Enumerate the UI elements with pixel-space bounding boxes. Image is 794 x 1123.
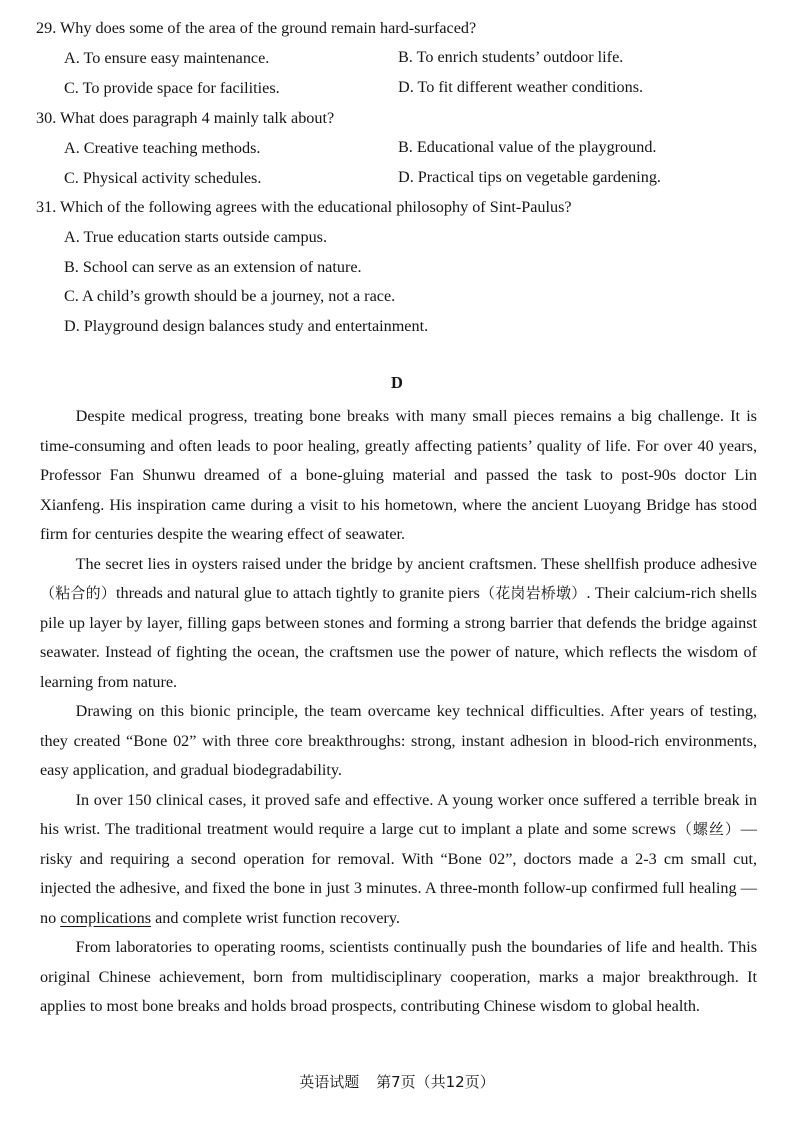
question-30-option-a: A. Creative teaching methods.: [64, 139, 261, 157]
question-31-option-a: A. True education starts outside campus.: [64, 228, 328, 246]
question-30-stem: 30. What does paragraph 4 mainly talk about?: [36, 109, 335, 127]
passage-paragraph-5: From laboratories to operating rooms, scientists continually push the boundaries of life and health. This original Chinese achievement, born from multidisciplinary cooperation, marks a major breakthrough. It applies to most bone breaks and holds broad prospects, contributing Chinese wisdom to global health.: [40, 938, 757, 1015]
question-29-option-c: C. To provide space for facilities.: [64, 79, 280, 97]
question-31-stem: 31. Which of the following agrees with the educational philosophy of Sint-Paulus?: [36, 198, 572, 216]
passage-paragraph-2: [40, 550, 757, 698]
question-29-option-b: B. To enrich students’ outdoor life.: [398, 48, 624, 66]
passage-paragraph-2-part-1: The secret lies in oysters raised under the bridge by ancient craftsmen. These shellfish produce adhesive: [75, 554, 757, 573]
passage-paragraph-4-part-2: — risky and requiring a second operation for removal. With “Bone 02”, doctors made a 2-3 cm small cut, injected the adhesive, and fixed the bone in just 3 minutes. A three-month follow-up confirmed full healing — no: [40, 820, 757, 927]
passage-paragraph-3: Drawing on this bionic principle, the team overcame key technical difficulties. After years of testing, they created “Bone 02” with three core breakthroughs: strong, instant adhesion in blood-rich environments, easy application, and gradual biodegradability.: [40, 702, 757, 779]
question-31-option-c: C. A child’s growth should be a journey, not a race.: [64, 287, 396, 305]
reading-passage: [40, 402, 757, 1022]
question-29-option-d: D. To fit different weather conditions.: [398, 78, 644, 96]
chinese-gloss-adhesive: （粘合的）: [40, 584, 117, 602]
underlined-word-complications: complications: [60, 908, 152, 927]
passage-paragraph-4-part-3: and complete wrist function recovery.: [155, 908, 400, 927]
question-31-option-b: B. School can serve as an extension of nature.: [64, 258, 362, 276]
chinese-gloss-granite-piers: （花岗岩桥墩）: [479, 584, 587, 602]
chinese-gloss-screws: （螺丝）: [675, 820, 741, 838]
passage-paragraph-2-part-3: . Their calcium-rich shells pile up layer by layer, filling gaps between stones and forming a strong barrier that defends the bridge against seawater. Instead of fighting the ocean, the craftsmen use the power of nature, which reflects the wisdom of learning from nature.: [40, 584, 757, 691]
question-31-option-d: D. Playground design balances study and entertainment.: [64, 317, 429, 335]
passage-paragraph-4-part-1: In over 150 clinical cases, it proved safe and effective. A young worker once suffered a terrible break in his wrist. The traditional treatment would require a large cut to implant a plate and some screws: [40, 790, 757, 838]
section-heading: D: [391, 373, 403, 392]
page-footer: [0, 1072, 794, 1092]
footer-page-number: 第7页（共12页）: [376, 1073, 495, 1091]
question-29-stem: 29. Why does some of the area of the ground remain hard-surfaced?: [36, 19, 477, 37]
question-30-option-d: D. Practical tips on vegetable gardening.: [398, 168, 661, 186]
question-30-option-c: C. Physical activity schedules.: [64, 169, 262, 187]
footer-subject: 英语试题: [299, 1073, 360, 1091]
passage-paragraph-2-part-2: threads and natural glue to attach tightly to granite piers: [116, 584, 480, 602]
passage-paragraph-4: [40, 786, 757, 934]
passage-paragraph-1: Despite medical progress, treating bone breaks with many small pieces remains a big challenge. It is time-consuming and often leads to poor healing, greatly affecting patients’ quality of life. For over 40 years, Professor Fan Shunwu dreamed of a bone-gluing material and passed the task to post-90s doctor Lin Xianfeng. His inspiration came during a visit to his hometown, where the ancient Luoyang Bridge has stood firm for centuries despite the wearing effect of seawater.: [40, 407, 757, 543]
question-29-option-a: A. To ensure easy maintenance.: [64, 49, 270, 67]
question-30-option-b: B. Educational value of the playground.: [398, 138, 657, 156]
